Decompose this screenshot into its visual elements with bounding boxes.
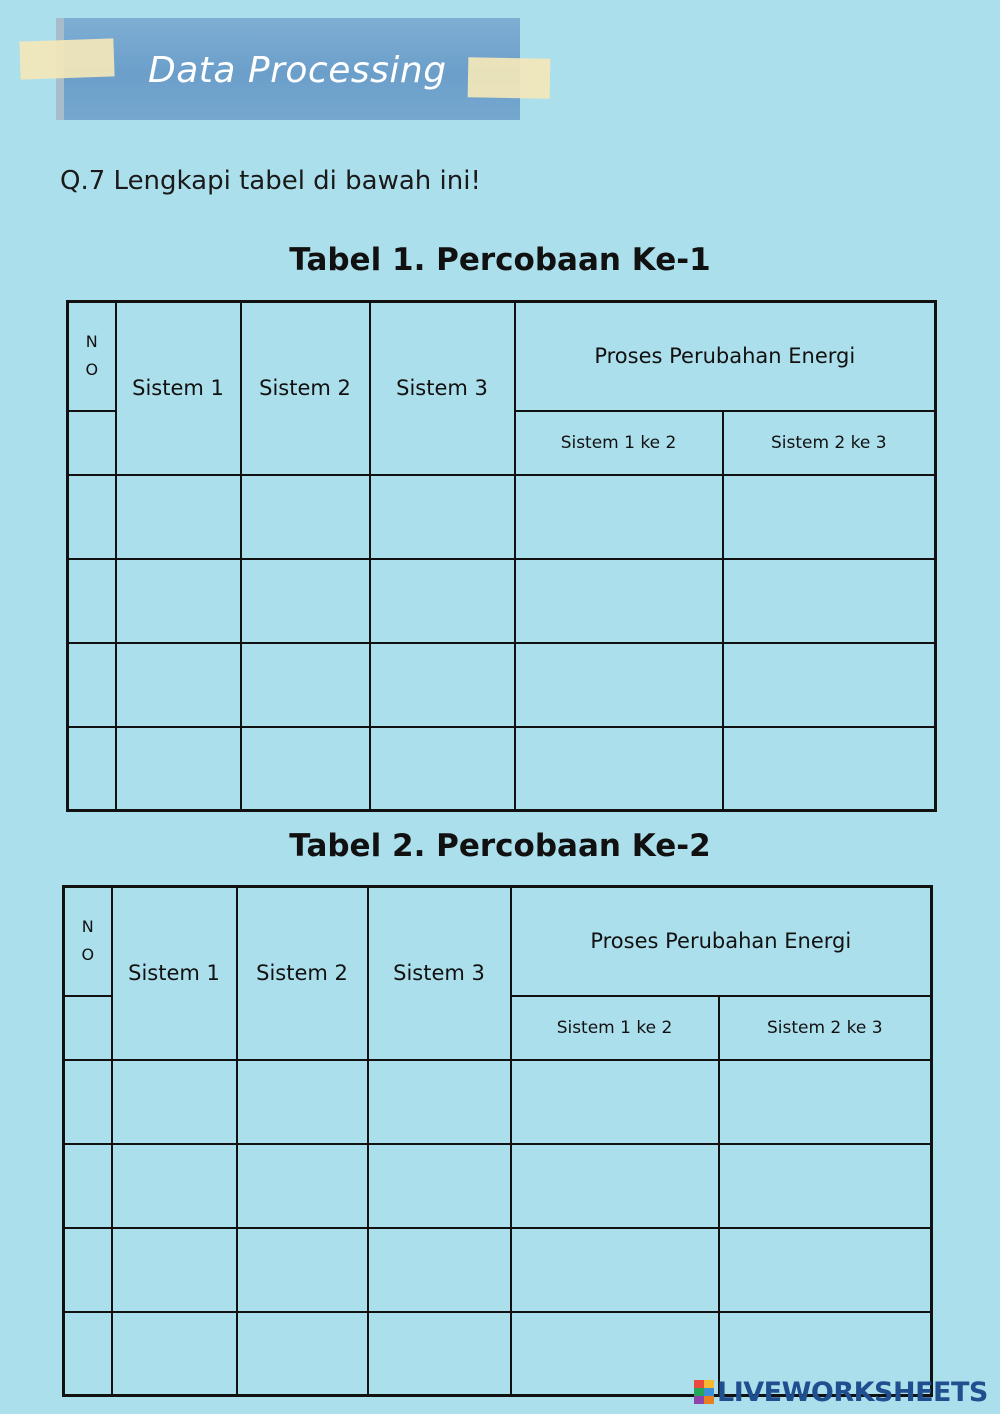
table-cell[interactable] [237,1312,368,1396]
sub-header-sistem-1-ke-2: Sistem 1 ke 2 [515,411,723,475]
table-row [64,1144,932,1228]
table-row [68,559,936,643]
table-cell[interactable] [116,643,241,727]
table-cell[interactable] [370,643,515,727]
table-row [64,1060,932,1144]
col-header-sistem-2: Sistem 2 [241,302,370,475]
table-cell[interactable] [370,475,515,559]
col-header-sistem-3: Sistem 3 [370,302,515,475]
table-cell[interactable] [68,727,116,811]
table-cell[interactable] [723,727,936,811]
no-header-sub [64,996,112,1060]
sub-header-sistem-2-ke-3: Sistem 2 ke 3 [723,411,936,475]
table-cell[interactable] [112,1312,237,1396]
tape-decoration-right [468,57,551,98]
table-cell[interactable] [241,727,370,811]
table-cell[interactable] [64,1228,112,1312]
table-1-title: Tabel 1. Percobaan Ke-1 [289,242,711,278]
table-cell[interactable] [370,559,515,643]
table-cell[interactable] [511,1144,719,1228]
table-cell[interactable] [64,1144,112,1228]
page-title: Data Processing [148,50,447,91]
tape-decoration-left [19,38,114,79]
table-cell[interactable] [511,1312,719,1396]
table-cell[interactable] [370,727,515,811]
col-header-sistem-1: Sistem 1 [116,302,241,475]
question-text: Q.7 Lengkapi tabel di bawah ini! [60,166,481,196]
table-1 [66,300,937,812]
table-cell[interactable] [64,1312,112,1396]
no-header: N O [68,302,116,411]
table-cell[interactable] [511,1060,719,1144]
liveworksheets-logo-icon [694,1380,714,1404]
table-cell[interactable] [64,1060,112,1144]
col-header-sistem-1: Sistem 1 [112,887,237,1060]
group-header-proses: Proses Perubahan Energi [511,887,932,996]
table-cell[interactable] [237,1060,368,1144]
table-cell[interactable] [515,727,723,811]
table-row [68,643,936,727]
col-header-sistem-3: Sistem 3 [368,887,511,1060]
table-cell[interactable] [723,559,936,643]
table-cell[interactable] [68,475,116,559]
sub-header-sistem-1-ke-2: Sistem 1 ke 2 [511,996,719,1060]
table-cell[interactable] [68,559,116,643]
table-cell[interactable] [241,475,370,559]
table-cell[interactable] [112,1060,237,1144]
table-cell[interactable] [719,1060,932,1144]
table-cell[interactable] [515,475,723,559]
sub-header-sistem-2-ke-3: Sistem 2 ke 3 [719,996,932,1060]
table-row [68,727,936,811]
table-cell[interactable] [723,475,936,559]
table-cell[interactable] [116,727,241,811]
table-cell[interactable] [368,1228,511,1312]
table-cell[interactable] [368,1144,511,1228]
table-cell[interactable] [719,1144,932,1228]
table-cell[interactable] [723,643,936,727]
table-row [64,1228,932,1312]
table-cell[interactable] [237,1228,368,1312]
table-cell[interactable] [511,1228,719,1312]
col-header-sistem-2: Sistem 2 [237,887,368,1060]
table-cell[interactable] [241,559,370,643]
table-cell[interactable] [241,643,370,727]
table-cell[interactable] [116,559,241,643]
no-header-sub [68,411,116,475]
table-2 [62,885,933,1397]
table-cell[interactable] [68,643,116,727]
table-cell[interactable] [368,1060,511,1144]
table-cell[interactable] [237,1144,368,1228]
watermark [694,1377,988,1407]
table-cell[interactable] [112,1144,237,1228]
table-cell[interactable] [515,643,723,727]
table-cell[interactable] [116,475,241,559]
table-row [68,475,936,559]
table-cell[interactable] [719,1228,932,1312]
group-header-proses: Proses Perubahan Energi [515,302,936,411]
watermark-text: LIVEWORKSHEETS [717,1376,988,1408]
no-header: N O [64,887,112,996]
table-cell[interactable] [368,1312,511,1396]
table-2-title: Tabel 2. Percobaan Ke-2 [289,828,711,864]
table-cell[interactable] [112,1228,237,1312]
table-cell[interactable] [515,559,723,643]
